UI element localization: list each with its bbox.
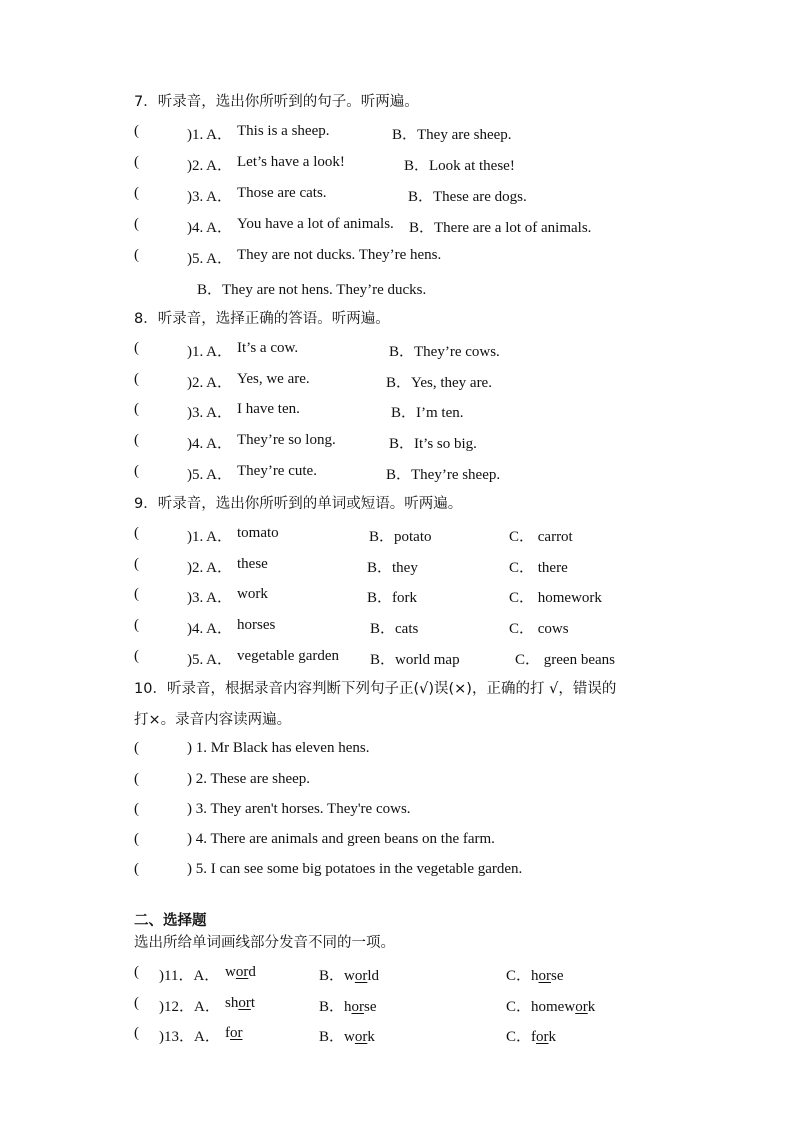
option-a: I have ten. <box>237 401 300 417</box>
question-number: )2. A． <box>187 158 233 174</box>
option-c: C． green beans <box>515 652 615 668</box>
section-9-heading: 9．听录音，选出你所听到的单词或短语。听两遍。 <box>134 496 463 512</box>
option-b: B．It’s so big. <box>389 436 477 452</box>
option-b: B．They’re cows. <box>389 344 500 360</box>
answer-paren[interactable]: ( <box>134 831 139 847</box>
option-c: C． carrot <box>509 529 573 545</box>
option-a: work <box>237 586 268 602</box>
underlined-letters: or <box>238 995 251 1011</box>
section-8-heading: 8．听录音，选择正确的答语。听两遍。 <box>134 311 390 327</box>
option-c: C．horse <box>506 968 564 984</box>
statement-text: ) 5. I can see some big potatoes in the vegetable garden. <box>187 861 523 877</box>
answer-paren[interactable]: ( <box>134 556 139 572</box>
answer-paren[interactable]: ( <box>134 648 139 664</box>
option-b: B．work <box>319 1029 375 1045</box>
statement-text: ) 1. Mr Black has eleven hens. <box>187 740 370 756</box>
option-a: tomato <box>237 525 279 541</box>
option-b: B．horse <box>319 999 377 1015</box>
option-b: B．world map <box>370 652 460 668</box>
option-b: B．They are not hens. They’re ducks. <box>197 282 427 298</box>
answer-paren[interactable]: ( <box>134 964 139 980</box>
answer-paren[interactable]: ( <box>134 371 139 387</box>
answer-paren[interactable]: ( <box>134 123 139 139</box>
option-c: C．homework <box>506 999 596 1015</box>
question-number: )5. A． <box>187 467 233 483</box>
question-number: )4. A． <box>187 436 233 452</box>
option-b: B．I’m ten. <box>391 405 464 421</box>
question-number: )1. A． <box>187 127 233 143</box>
question-number: )3. A． <box>187 405 233 421</box>
question-number: )3. A． <box>187 590 233 606</box>
statement-text: ) 4. There are animals and green beans on the farm. <box>187 831 495 847</box>
option-b: B．These are dogs. <box>408 189 527 205</box>
question-number: )4. A． <box>187 220 233 236</box>
option-b: B．they <box>367 560 418 576</box>
option-a: You have a lot of animals. <box>237 216 394 232</box>
underlined-letters: or <box>354 1029 368 1045</box>
option-a: horses <box>237 617 276 633</box>
question-number: )1. A． <box>187 344 233 360</box>
underlined-letters: or <box>235 964 249 980</box>
underlined-letters: or <box>538 968 552 984</box>
option-b: B．Look at these! <box>404 158 515 174</box>
option-b: B．cats <box>370 621 419 637</box>
option-b: B．There are a lot of animals. <box>409 220 592 236</box>
underlined-letters: or <box>230 1025 243 1041</box>
option-a: Yes, we are. <box>237 371 310 387</box>
option-c: C． there <box>509 560 568 576</box>
option-b: B．potato <box>369 529 432 545</box>
answer-paren[interactable]: ( <box>134 401 139 417</box>
part-2-title: 二、选择题 <box>134 913 207 929</box>
question-number: )2. A． <box>187 375 233 391</box>
question-number: )12．A． <box>159 999 220 1015</box>
answer-paren[interactable]: ( <box>134 1025 139 1041</box>
question-number: )3. A． <box>187 189 233 205</box>
option-c: C． cows <box>509 621 569 637</box>
option-c: C．fork <box>506 1029 557 1045</box>
option-a: Let’s have a look! <box>237 154 345 170</box>
question-number: )1. A． <box>187 529 233 545</box>
part-2-instruction: 选出所给单词画线部分发音不同的一项。 <box>134 935 395 951</box>
option-b: B．They’re sheep. <box>386 467 501 483</box>
section-7-heading: 7．听录音，选出你所听到的句子。听两遍。 <box>134 94 419 110</box>
option-a: word <box>225 964 256 980</box>
question-number: )4. A． <box>187 621 233 637</box>
option-b: B．fork <box>367 590 417 606</box>
option-a: They’re cute. <box>237 463 317 479</box>
section-10-heading-line-1: 10．听录音，根据录音内容判断下列句子正(√)误(×)，正确的打 √，错误的 <box>134 681 617 697</box>
answer-paren[interactable]: ( <box>134 525 139 541</box>
question-number: )2. A． <box>187 560 233 576</box>
answer-paren[interactable]: ( <box>134 617 139 633</box>
option-a: vegetable garden <box>237 648 340 664</box>
answer-paren[interactable]: ( <box>134 185 139 201</box>
answer-paren[interactable]: ( <box>134 861 139 877</box>
answer-paren[interactable]: ( <box>134 740 139 756</box>
answer-paren[interactable]: ( <box>134 340 139 356</box>
answer-paren[interactable]: ( <box>134 771 139 787</box>
question-number: )5. A． <box>187 251 233 267</box>
question-number: )13．A． <box>159 1029 220 1045</box>
option-b: B．They are sheep. <box>392 127 512 143</box>
answer-paren[interactable]: ( <box>134 247 139 263</box>
section-10-heading-line-2: 打×。录音内容读两遍。 <box>134 712 292 728</box>
answer-paren[interactable]: ( <box>134 463 139 479</box>
option-a: Those are cats. <box>237 185 327 201</box>
option-a: for <box>225 1025 243 1041</box>
underlined-letters: or <box>354 968 368 984</box>
answer-paren[interactable]: ( <box>134 154 139 170</box>
option-a: This is a sheep. <box>237 123 330 139</box>
option-b: B．Yes, they are. <box>386 375 492 391</box>
statement-text: ) 3. They aren't horses. They're cows. <box>187 801 411 817</box>
answer-paren[interactable]: ( <box>134 432 139 448</box>
answer-paren[interactable]: ( <box>134 995 139 1011</box>
option-a: these <box>237 556 268 572</box>
underlined-letters: or <box>536 1029 549 1045</box>
statement-text: ) 2. These are sheep. <box>187 771 311 787</box>
option-a: It’s a cow. <box>237 340 299 356</box>
option-a: They are not ducks. They’re hens. <box>237 247 442 263</box>
underlined-letters: or <box>575 999 588 1015</box>
question-number: )11．A． <box>159 968 220 984</box>
answer-paren[interactable]: ( <box>134 586 139 602</box>
option-a: They’re so long. <box>237 432 336 448</box>
answer-paren[interactable]: ( <box>134 216 139 232</box>
option-b: B．world <box>319 968 380 984</box>
option-a: short <box>225 995 256 1011</box>
option-c: C． homework <box>509 590 602 606</box>
question-number: )5. A． <box>187 652 233 668</box>
underlined-letters: or <box>351 999 365 1015</box>
answer-paren[interactable]: ( <box>134 801 139 817</box>
